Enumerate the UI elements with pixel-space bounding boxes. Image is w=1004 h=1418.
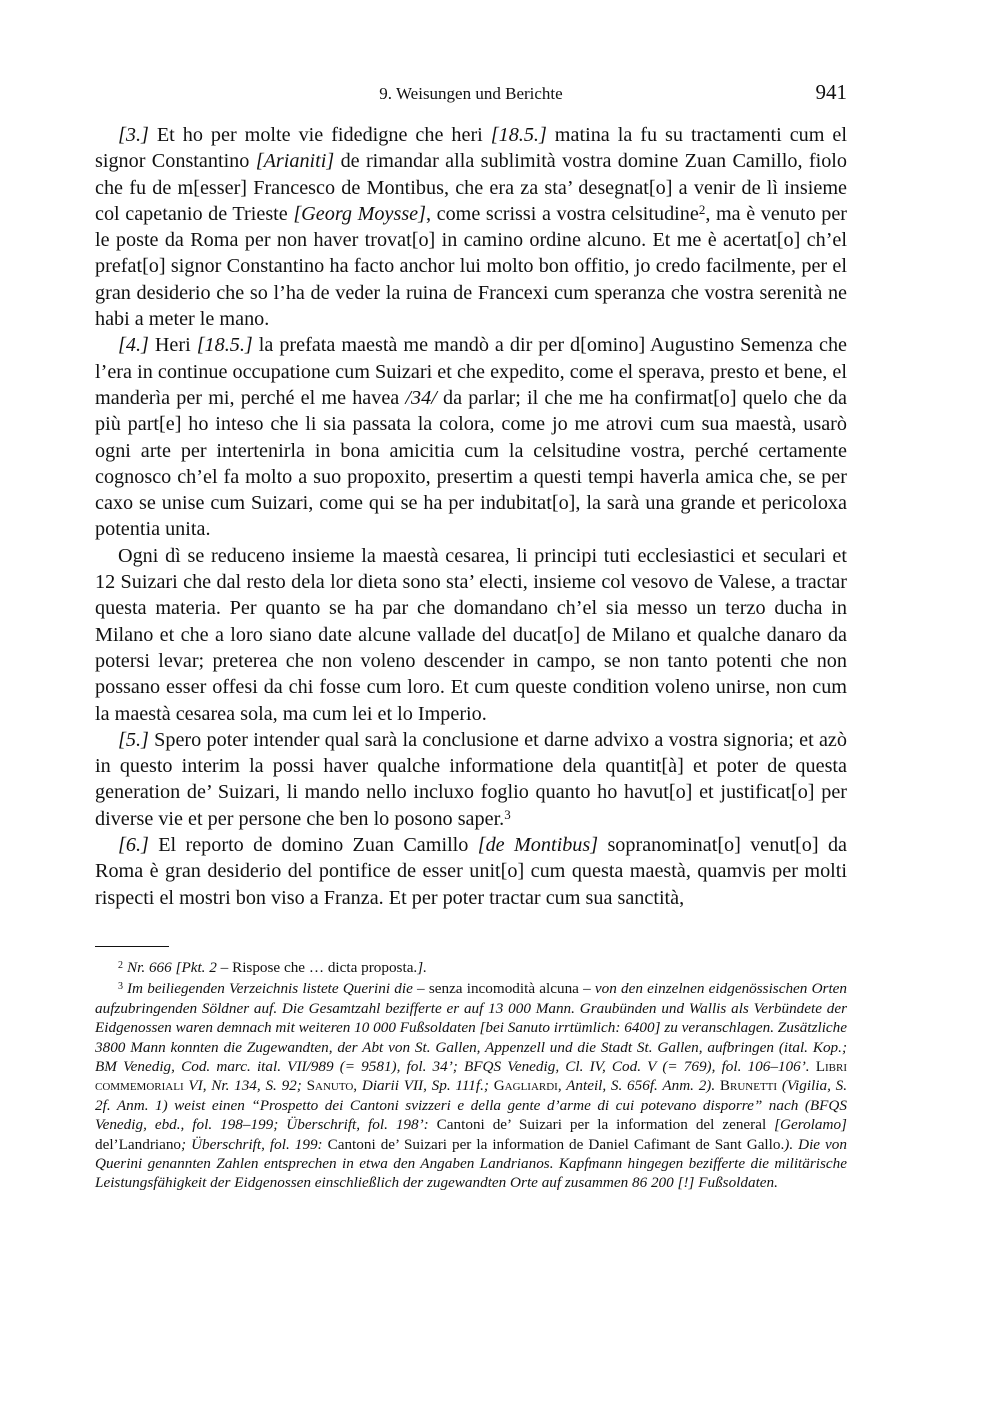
text-run: Ogni dì se reduceno insieme la maestà cesarea, li principi tuti ecclesiastici et seculari et 12 Suizari che dal resto dela lor dieta sono sta’ electi, insieme col vesovo de Valese, a tractar questa materia. Per quanto se ha par che domandano ch’el sia messo un terzo ducha in Milano et che a loro siano date alcune vallade del ducat[o] de Milano et qualche danaro da potersi levar; preterea che non voleno descender in campo, se non tanto potenti che non possano esser offesi da chi fosse cum loro. Et cum queste condition voleno unirse, non cum la maestà cesarea sola, ma cum lei et lo Imperio.	[95, 544, 847, 725]
text-run: [Georg Moysse]	[293, 202, 426, 225]
text-run: [de Montibus]	[477, 834, 599, 857]
footnotes	[95, 956, 847, 1193]
paragraph	[95, 122, 847, 332]
text-run: Sanuto,	[306, 1077, 358, 1095]
paragraph	[95, 543, 847, 727]
text-run: matina la fu su tractamenti cum el signor Constantino	[95, 124, 848, 173]
text-run: Et ho per molte vie fidedigne che heri	[148, 124, 491, 146]
text-run: la prefata maestà me mandò a dir per d[omino] Augustino Semenza che l’era in continue occupatione cum Suizari et che expedito, come el sperava, presto et bene, el manderìa per mi, perché el me havea	[95, 334, 847, 409]
text-run: [18.5.]	[196, 334, 253, 357]
footnote-reference: 3	[504, 806, 511, 822]
footnote-reference: 3	[118, 981, 123, 993]
text-run: [18.5.]	[490, 124, 547, 146]
text-run: Heri	[148, 334, 197, 357]
text-run: , ma è venuto per le poste da Roma per non haver trovat[o] in camino ordine alcuno. Et me è acertat[o] ch’el prefat[o] signor Constantino ha facto anchor lui molto bon offitio, jo credo facilmente, per el gran desiderio che so l’ha de veder la ruina de Francexi cum speranza che vostra serenità ne habi a meter le mano.	[95, 202, 848, 331]
paragraph	[95, 832, 847, 911]
main-text	[95, 122, 847, 911]
text-run: Gagliardi,	[493, 1077, 562, 1095]
text-run: ). Die von Querini genannten Zahlen entsprechen in etwa den Angaben Landrianos. Kapfmann hingegen bezifferte die militärische Leistungsfähigkeit der Eidgenossen einschließlich der zugewandten Orte auf zusammen 86 200 [!] Fußsoldaten.	[95, 1135, 847, 1192]
text-run: von den einzelnen eidgenössischen Orten aufzubringenden Söldner auf. Die Gesamtzahl bezifferte er auf 13 000 Mann. Graubünden und Wallis als Verbündete der Eidgenossen waren demnach mit weiteren 10 000 Fußsoldaten [bei Sanuto irrtümlich: 6400] zu veranschlagen. Zusätzliche 3800 Mann konnten die Zugewandten, der Abt von St. Gallen, Appenzell und die Stadt St. Gallen, aufbringen (ital. Kop.; BM Venedig, Cod. marc. ital. VII/989 (= 9581), fol. 34’; BFQS Venedig, Cl. IV, Cod. V (= 769), fol. 106–106’.	[95, 980, 848, 1076]
text-run: sopranominat[o] venut[o] da Roma è gran desiderio del pontifice de esser unit[o] cum questa maestà, quamvis per molti rispecti el mostri bon viso a Franza. Et per poter tractar cum sua sanctità,	[95, 834, 847, 909]
footnote-divider	[95, 946, 169, 947]
page-number: 941	[815, 80, 847, 104]
text-run: Nr. 666 [Pkt. 2	[127, 959, 217, 976]
text-run: [Gerolamo]	[774, 1116, 847, 1134]
text-run: Im beiliegenden Verzeichnis listete Querini die	[127, 980, 413, 998]
paragraph	[95, 332, 847, 542]
footnote-reference: 2	[118, 960, 123, 971]
page-header	[95, 80, 847, 110]
text-run: , come scrissi a vostra celsitudine	[426, 202, 699, 225]
text-run: Libri commemoriali	[95, 1058, 847, 1095]
text-run: – senza incomodità alcuna –	[412, 980, 595, 998]
text-run: [4.]	[118, 334, 149, 357]
text-run: da parlar; il che me ha confirmat[o] quelo che da più part[e] ho inteso che li sia passata la colora, come jo me atrovi cum sua maestà, usarò ogni arte per intertenirla in bona amicitia cum la celsitudine vostra, perché certamente cognosco ch’el fa molto a suo propoxito, presertim a questi tempi haverla amica che, se per caxo se unise cum Suizari, come qui se ha per indubitat[o], la sarà una grande et pericoloxa potentia unita.	[95, 386, 847, 541]
paragraph	[95, 727, 847, 832]
text-run: El reporto de domino Zuan Camillo	[148, 834, 478, 857]
text-run: [Arianiti]	[255, 150, 335, 173]
text-run: de rimandar alla sublimità vostra domine Zuan Camillo, fiolo che fu de m[esser] Francesco de Montibus, che era za sta’ desegnat[o] a venir de lì insieme col capetanio de Trieste	[95, 150, 848, 225]
text-run: [6.]	[118, 834, 149, 857]
text-run: – Rispose che … dicta proposta.	[216, 959, 418, 976]
text-run: /34/	[405, 386, 437, 409]
text-run: ; Überschrift, fol. 199:	[181, 1135, 328, 1153]
footnote	[95, 977, 847, 1192]
running-head: 9. Weisungen und Berichte	[379, 84, 563, 103]
text-run: VI, Nr. 134, S. 92;	[183, 1077, 307, 1095]
text-run: (Vigilia, S. 2f. Anm. 1) weist einen “Prospetto dei Cantoni svizzeri e della gente d’arme di cui potevano disporre” nach (BFQS Venedig, ebd., fol. 198–199; Überschrift, fol. 198’:	[95, 1077, 848, 1134]
text-run: Spero poter intender qual sarà la conclusione et darne advixo a vostra signoria; et azò in questo interim la possi haver qualche informatione dela quantit[à] et poter de questa generation de’ Suizari, li mando nello incluxo foglio quanto ho havut[o] et justificat[o] per diverse vie et per persone che ben lo posono saper.	[95, 728, 847, 830]
text-run: ].	[417, 959, 427, 976]
text-run: [3.]	[118, 124, 149, 146]
text-run: del’Landriano	[95, 1135, 182, 1153]
text-run: Brunetti	[719, 1077, 778, 1095]
text-run: [5.]	[118, 728, 149, 751]
footnote-reference: 2	[698, 201, 706, 217]
text-run: Anteil, S. 656f. Anm. 2).	[561, 1077, 720, 1095]
text-run: Diarii VII, Sp. 111f.;	[357, 1077, 494, 1095]
text-run: Cantoni de’ Suizari per la information de Daniel Cafimant de Sant Gallo.	[327, 1135, 785, 1153]
text-run: Cantoni de’ Suizari per la information del zeneral	[436, 1116, 775, 1134]
footnote	[95, 956, 847, 977]
